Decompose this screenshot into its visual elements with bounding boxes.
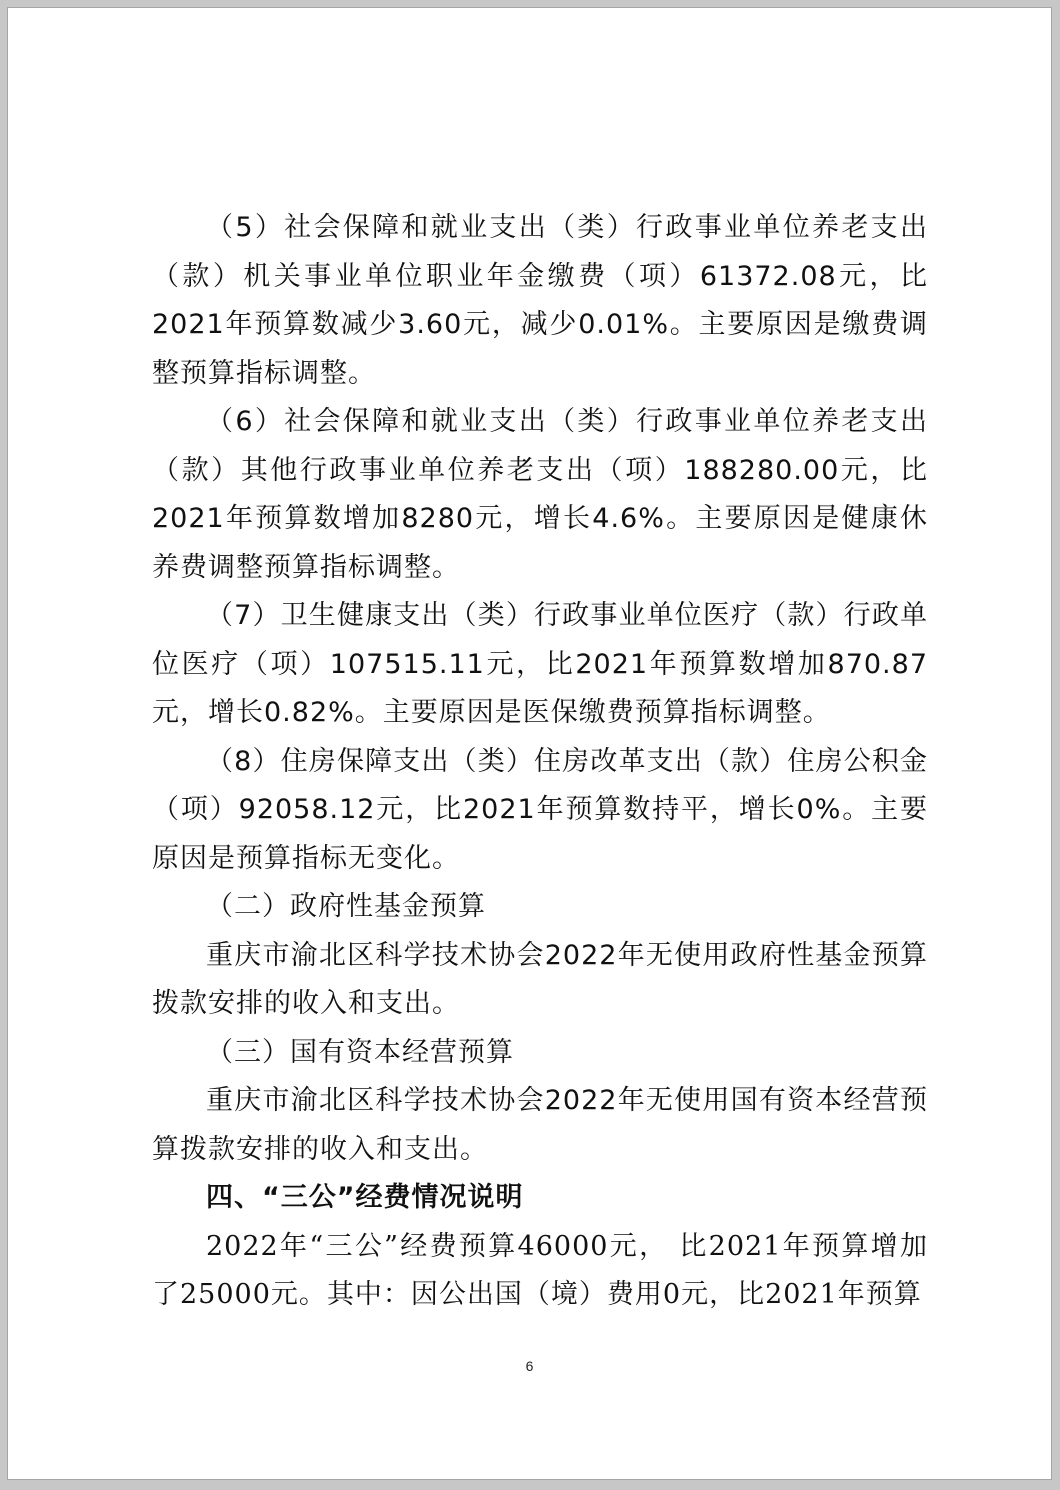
paragraph-social-security-annuity: （5）社会保障和就业支出（类）行政事业单位养老支出（款）机关事业单位职业年金缴费（项）61372.08元，比2021年预算数减少3.60元，减少0.01%。主要原因是缴费调整预算指标调整。 <box>152 212 928 389</box>
paragraph-social-security-other-pension: （6）社会保障和就业支出（类）行政事业单位养老支出（款）其他行政事业单位养老支出（项）188280.00元，比2021年预算数增加8280元，增长4.6%。主要原因是健康休养费调整预算指标调整。 <box>152 406 928 583</box>
heading-three-public-expenses: 四、“三公”经费情况说明 <box>206 1182 524 1213</box>
paragraph-state-capital-budget: 重庆市渝北区科学技术协会2022年无使用国有资本经营预算拨款安排的收入和支出。 <box>152 1085 928 1165</box>
paragraph-three-public-expenses: 2022年“三公”经费预算46000元， 比2021年预算增加了25000元。其中：因公出国（境）费用0元，比2021年预算 <box>152 1230 928 1310</box>
paragraph-health-medical: （7）卫生健康支出（类）行政事业单位医疗（款）行政单位医疗（项）107515.11元，比2021年预算数增加870.87元，增长0.82%。主要原因是医保缴费预算指标调整。 <box>152 600 928 728</box>
document-page <box>7 7 1052 1480</box>
heading-state-capital-budget: （三）国有资本经营预算 <box>206 1036 514 1068</box>
document-body <box>152 204 928 1320</box>
heading-government-fund-budget: （二）政府性基金预算 <box>206 891 486 922</box>
paragraph-government-fund-budget: 重庆市渝北区科学技术协会2022年无使用政府性基金预算拨款安排的收入和支出。 <box>152 939 928 1019</box>
page-number: 6 <box>525 1358 534 1374</box>
paragraph-housing-fund: （8）住房保障支出（类）住房改革支出（款）住房公积金（项）92058.12元，比2021年预算数持平，增长0%。主要原因是预算指标无变化。 <box>152 745 928 874</box>
